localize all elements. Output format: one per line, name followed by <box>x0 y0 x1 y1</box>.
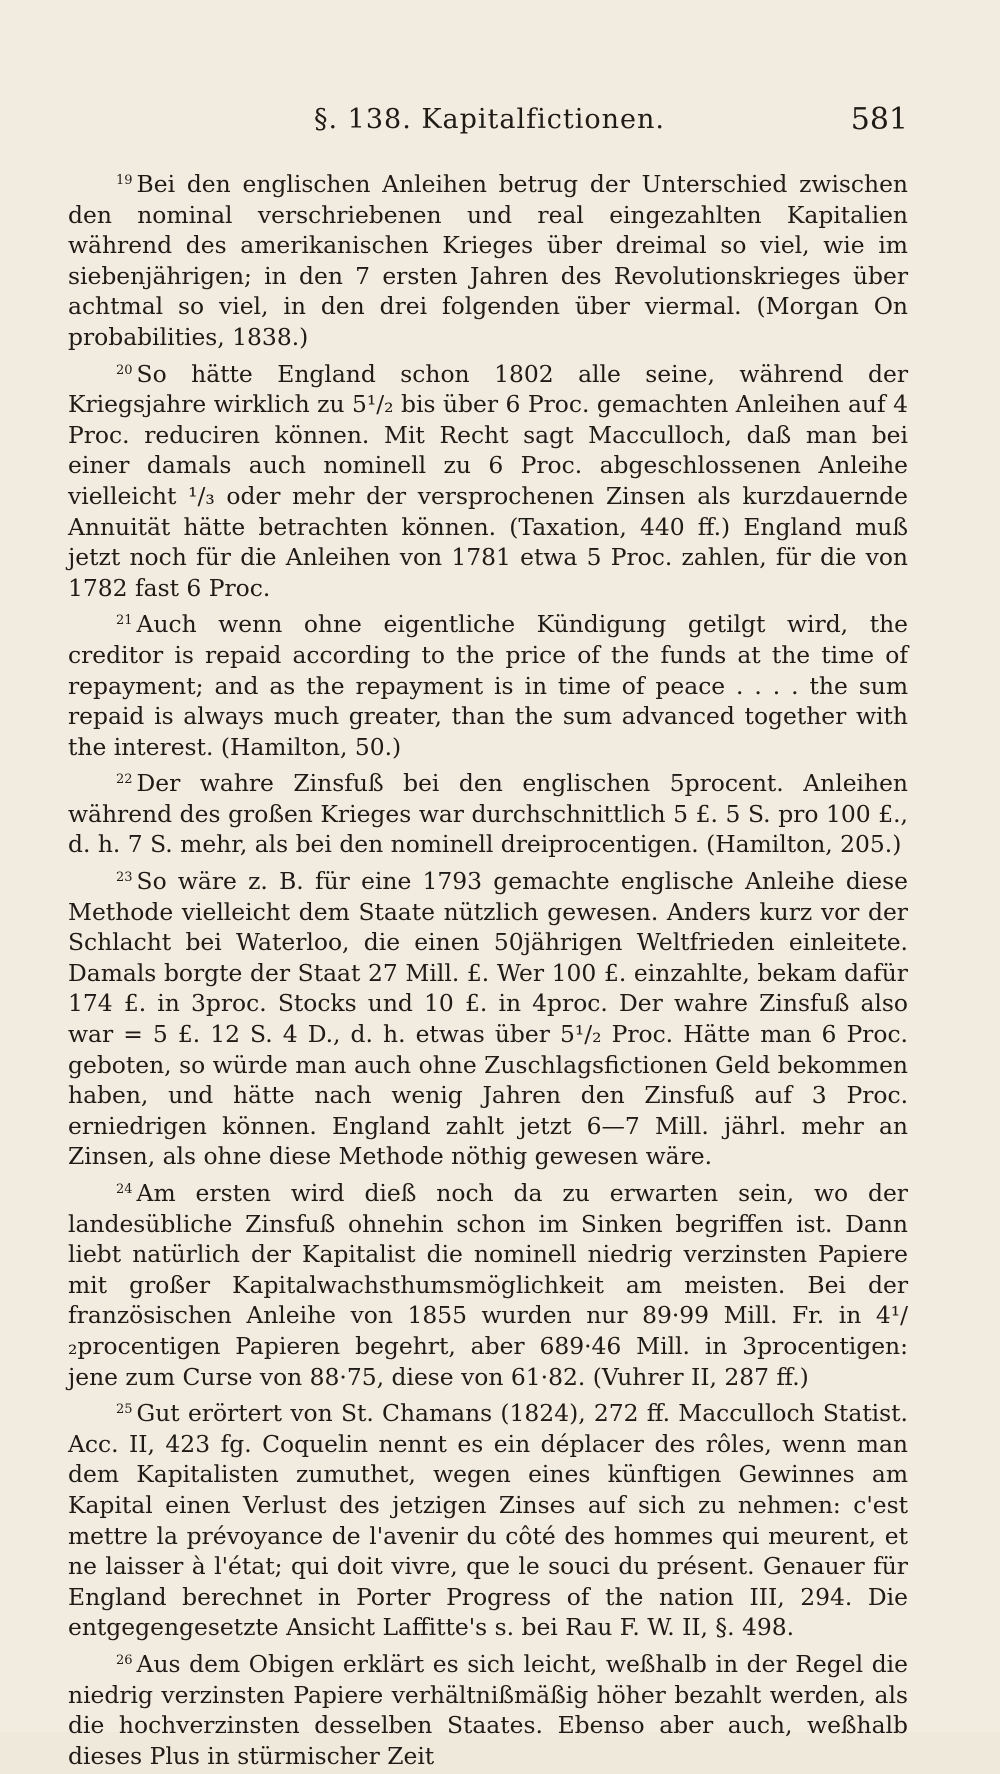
running-title: §. 138. Kapitalfictionen. <box>314 104 665 135</box>
footnote-number: 26 <box>116 1652 133 1668</box>
footnote-text: Am ersten wird dieß noch da zu erwarten sein, wo der landesübliche Zinsfuß ohnehin schon im Sinken begriffen ist. Dann liebt natürlich der Kapitalist die nominell niedrig verzinsten Papiere mit großer Kapitalwachsthumsmöglichkeit am meisten. Bei der französischen Anleihe von 1855 wurden nur 89·99 Mill. Fr. in 4¹/₂procentigen Papieren begehrt, aber 689·46 Mill. in 3procentigen: jene zum Curse von 88·75, diese von 61·82. (Vuhrer II, 287 ff.) <box>68 1179 908 1391</box>
footnote-text: Aus dem Obigen erklärt es sich leicht, weßhalb in der Regel die niedrig verzinsten Papiere verhältnißmäßig höher bezahlt werden, als die hochverzinsten desselben Staates. Ebenso aber auch, weßhalb dieses Plus in stürmischer Zeit <box>68 1649 908 1770</box>
footnote-number: 21 <box>116 613 133 629</box>
footnote-text: So hätte England schon 1802 alle seine, während der Kriegsjahre wirklich zu 5¹/₂ bis über 6 Proc. gemachten Anleihen auf 4 Proc. reduciren können. Mit Recht sagt Macculloch, daß man bei einer damals auch nominell zu 6 Proc. abgeschlossenen Anleihe vielleicht ¹/₃ oder mehr der versprochenen Zinsen als kurzdauernde Annuität hätte betrachten können. (Taxation, 440 ff.) England muß jetzt noch für die Anleihen von 1781 etwa 5 Proc. zahlen, für die von 1782 fast 6 Proc. <box>68 359 908 602</box>
footnote-22 <box>68 765 908 860</box>
footnote-number: 19 <box>116 173 133 188</box>
page-header <box>72 98 908 142</box>
footnote-number: 23 <box>116 870 133 886</box>
page-number: 581 <box>850 102 908 137</box>
footnote-number: 22 <box>116 772 133 788</box>
footnote-20 <box>68 356 908 604</box>
footnote-text: Gut erörtert von St. Chamans (1824), 272 ff. Macculloch Statist. Acc. II, 423 fg. Coquelin nennt es ein déplacer des rôles, wenn man dem Kapitalisten zumuthet, wegen eines künftigen Gewinnes am Kapital einen Verlust des jetzigen Zinses auf sich zu nehmen: c'est mettre la prévoyance de l'avenir du côté des hommes qui meurent, et ne laisser à l'état; qui doit vivre, que le souci du présent. Genauer für England berechnet in Porter Progress of the nation III, 294. Die entgegengesetzte Ansicht Laffitte's s. bei Rau F. W. II, §. 498. <box>68 1399 908 1642</box>
footnote-text: Der wahre Zinsfuß bei den englischen 5procent. Anleihen während des großen Krieges war durchschnittlich 5 £. 5 S. pro 100 £., d. h. 7 S. mehr, als bei den nominell dreiprocentigen. (Hamilton, 205.) <box>68 769 908 859</box>
footnotes <box>68 166 908 1774</box>
footnote-text: Auch wenn ohne eigentliche Kündigung getilgt wird, the creditor is repaid according to the price of the funds at the time of repayment; and as the repayment is in time of peace . . . . the sum repaid is always much greater, than the sum advanced together with the interest. (Hamilton, 50.) <box>68 610 908 761</box>
footnote-25 <box>68 1395 908 1643</box>
footnote-26 <box>68 1646 908 1771</box>
footnote-19 <box>68 166 908 353</box>
footnote-text: Bei den englischen Anleihen betrug der Unterschied zwischen den nominal verschriebenen und real eingezahlten Kapitalien während des amerikanischen Krieges über dreimal so viel, wie im siebenjährigen; in den 7 ersten Jahren des Revolutionskrieges über achtmal so viel, in den drei folgenden über viermal. (Morgan On probabilities, 1838.) <box>68 170 908 351</box>
footnote-number: 20 <box>116 362 133 378</box>
footnote-text: So wäre z. B. für eine 1793 gemachte englische Anleihe diese Methode vielleicht dem Staate nützlich gewesen. Anders kurz vor der Schlacht bei Waterloo, die einen 50jährigen Weltfrieden einleitete. Damals borgte der Staat 27 Mill. £. Wer 100 £. einzahlte, bekam dafür 174 £. in 3proc. Stocks und 10 £. in 4proc. Der wahre Zinsfuß also war = 5 £. 12 S. 4 D., d. h. etwas über 5¹/₂ Proc. Hätte man 6 Proc. geboten, so würde man auch ohne Zuschlagsfictionen Geld bekommen haben, und hätte nach wenig Jahren den Zinsfuß auf 3 Proc. erniedrigen können. England zahlt jetzt 6—7 Mill. jährl. mehr an Zinsen, als ohne diese Methode nöthig gewesen wäre. <box>68 867 908 1171</box>
footnote-21 <box>68 606 908 762</box>
footnote-24 <box>68 1175 908 1392</box>
footnote-23 <box>68 863 908 1172</box>
footnote-number: 25 <box>116 1402 133 1418</box>
footnote-number: 24 <box>116 1182 133 1197</box>
